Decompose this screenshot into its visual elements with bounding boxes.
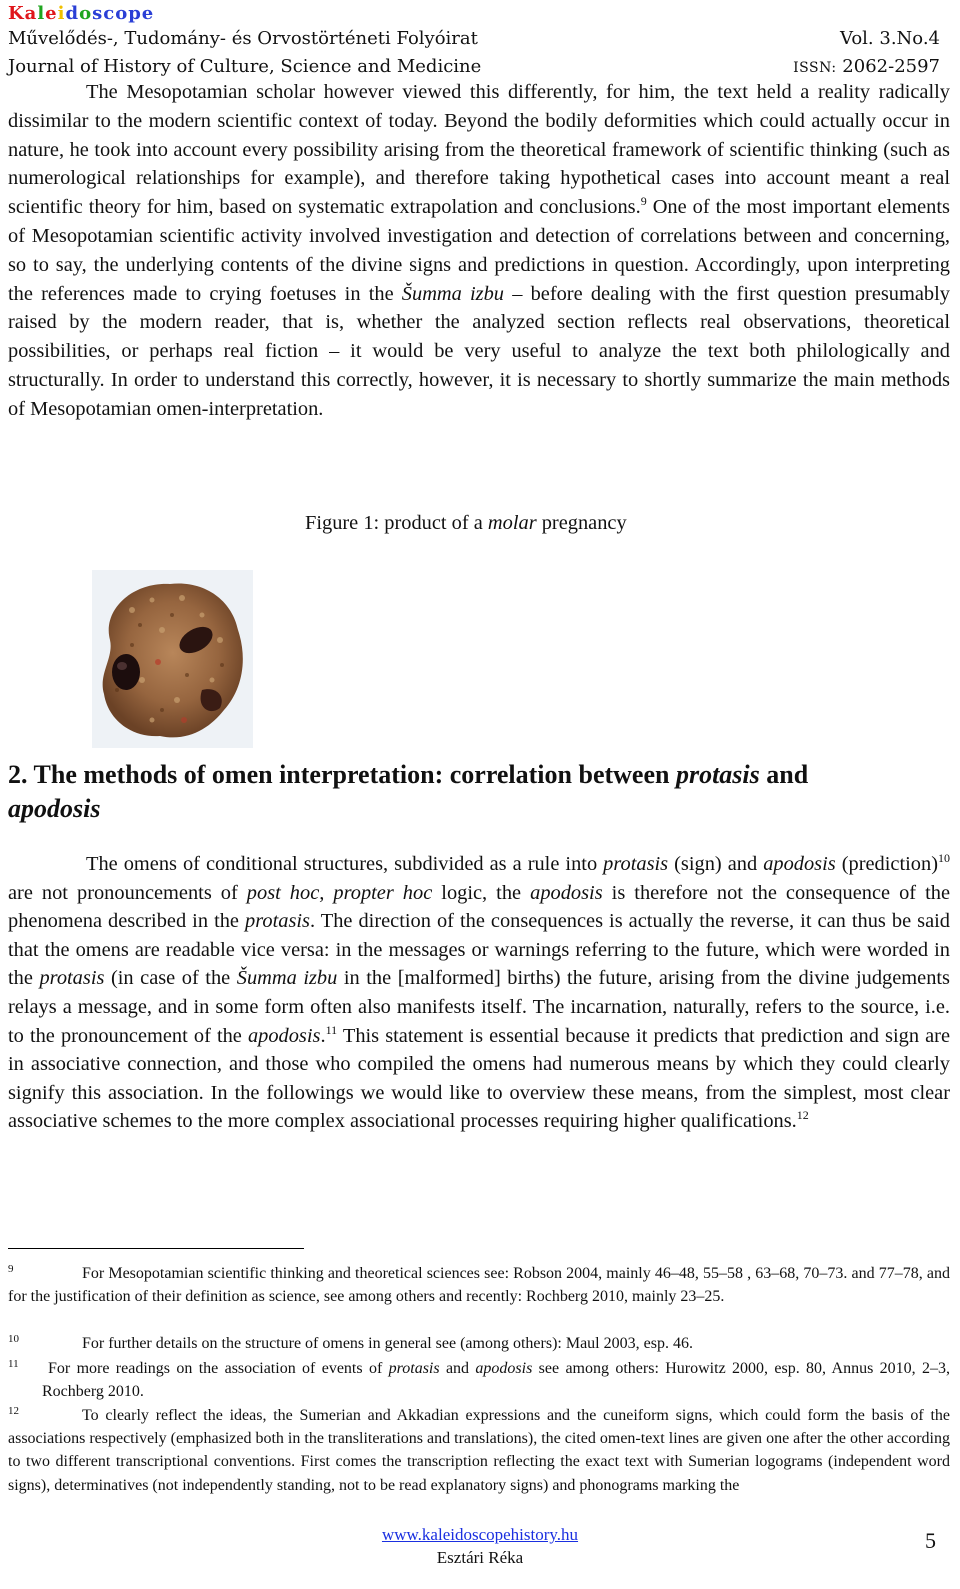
caption-text: Figure 1: product of a [305,512,488,534]
footer-author: Esztári Réka [436,1548,524,1567]
paragraph [8,78,950,424]
photo-graphic [92,570,253,748]
molar-pregnancy-photo [92,570,253,748]
text-run: This statement is essential because it predicts that prediction and sign are in associative connection, and those who compiled the omens had numerous means by which they could clearly signify this association. In the followings we would like to overview these means, from the simplest, most clear associative schemes to the more complex associational processes requiring higher qualifications. [8,1024,950,1133]
footnote-text: and [439,1360,476,1377]
footnote-9: 9 For Mesopotamian scientific thinking and theoretical sciences see: Robson 2004, mainly 46–48, 55–58 , 63–68, 70–73. and 77–78, and for the justification of their definition as science, see among others and recently: Rochberg 2010, mainly 23–25. [8,1262,950,1306]
issn-number: 2062-2597 [842,56,940,77]
footnote-text: see among others: Hurowitz 2000, esp. 80, Annus 2010, 2–3, Rochberg 2010. [42,1360,950,1401]
term-apodosis: apodosis [475,1360,533,1377]
text-run: The omens of conditional structures, subdivided as a rule into [86,853,604,875]
logo-letter: o [115,3,129,24]
term-protasis: protasis [245,910,310,933]
term-summa-izbu: Šumma izbu [236,967,338,990]
text-run: (sign) and [668,853,764,875]
text-run: The Mesopotamian scholar however viewed this differently, for him, the text held a reality radically dissimilar to the modern scientific context of today. Beyond the bodily deformities which could actually occur in nature, he took into account every possibility arising from the theoretical framework of scientific thinking (such as numerological relationships for example), and therefore taking hypothetical cases into account meant a real scientific theory for him, based on systematic extrapolation and conclusions. [8,81,950,219]
logo-letter: i [57,3,66,24]
logo-letter: o [79,3,93,24]
caption-italic: molar [487,512,537,534]
issn [793,53,948,81]
journal-logo [8,3,948,25]
text-run: . [320,1024,326,1047]
logo-letter: d [65,3,80,24]
section-heading [8,758,950,826]
term-post-hoc: post hoc, propter hoc [246,881,433,904]
caption-text: pregnancy [536,512,627,534]
footnote-10: 10 For further details on the structure of omens in general see (among others): Maul 2003, esp. 46. [8,1332,693,1352]
term-protasis: protasis [388,1360,440,1377]
footnote-12: 12 To clearly reflect the ideas, the Sumerian and Akkadian expressions and the cuneiform signs, which could form the basis of the associations respectively (emphasized both in the transliterations and translations), the cited omen-text lines are given one after the other according to two different transcriptional conventions. First comes the transcription reflecting the exact text with Sumerian logograms (independent word signs), determinatives (not independently standing, not to be read explanatory signs) and phonograms marking the [8,1404,950,1494]
figure-caption [305,509,627,537]
issn-label: ISSN: [793,60,837,76]
header-row-2 [8,53,948,81]
journal-title-hungarian: Művelődés-, Tudomány- és Orvostörténeti Folyóirat [8,28,478,49]
website-link[interactable]: www.kaleidoscopehistory.hu [381,1525,579,1544]
header-row-1 [8,25,948,53]
text-run: . The direction of the consequences is actually the reverse, it can thus be said that the omens are readable vice versa: in the messages or warnings referring to the future, which were worded in the [8,910,951,990]
logo-letter: p [128,3,142,24]
text-run: (prediction) [835,853,938,875]
journal-title-english: Journal of History of Culture, Science and Medicine [8,56,482,77]
logo-letter: K [8,3,25,24]
footnote-text: To clearly reflect the ideas, the Sumerian and Akkadian expressions and the cuneiform signs, which could form the basis of the associations respectively (emphasized both in the transliterations and translations), the cited omen-text lines are given one after the other according to two different transcriptional conventions. First comes the transcription reflecting the exact text with Sumerian logograms (independent word signs), determinatives (not independently standing, not to be read explanatory signs) and phonograms marking the [8,1407,950,1494]
footer-website [0,1524,960,1546]
running-header [8,3,948,81]
text-run: (in case of the [104,967,237,990]
text-run: – before dealing with the first question presumably raised by the modern reader, that is, whether the analyzed section reflects real observations, theoretical possibilities, or perhaps real fiction – it would be very useful to analyze the text both philologically and structurally. In order to understand this correctly, however, it is necessary to shortly summarize the main methods of Mesopotamian omen-interpretation. [8,282,950,420]
logo-letter: l [37,3,46,24]
heading-italic: protasis [675,760,760,789]
heading-text: and [759,760,809,789]
term-apodosis: apodosis [763,853,836,875]
text-run: is therefore not the consequence of the phenomena described in the [8,881,951,933]
term-protasis: protasis [603,853,669,875]
footnote-ref-10[interactable]: 10 [937,851,950,866]
footnote-ref-9[interactable]: 9 [640,194,647,209]
heading-italic: apodosis [8,794,101,823]
text-run: in the [malformed] births) the future, arising from the divine judgements relays a message, and in some form often also manifests itself. The incarnation, naturally, refers to the source, i.e. to the pronouncement of the [8,967,950,1047]
footnote-11: 11 For more readings on the association of events of protasis and apodosis see among others: Hurowitz 2000, esp. 80, Annus 2010, 2–3, Rochberg 2010. [8,1357,950,1401]
body-text-top [8,78,950,424]
footnote-text: For further details on the structure of omens in general see (among others): Maul 2003, esp. 46. [82,1335,693,1352]
logo-letter: s [92,3,104,24]
term-summa-izbu: Šumma izbu [401,282,505,305]
body-text-section-2 [8,850,950,1136]
heading-text: 2. The methods of omen interpretation: correlation between [8,760,676,789]
volume-number: Vol. 3.No.4 [839,28,940,49]
page-number: 5 [925,1528,936,1553]
footnote-separator [8,1248,304,1249]
footnote-text: For more readings on the association of events of [48,1360,389,1377]
logo-letter: c [103,3,116,24]
logo-letter: a [24,3,38,24]
logo-letter: e [141,3,155,24]
term-apodosis: apodosis [247,1024,321,1047]
term-apodosis: apodosis [530,881,603,904]
footnote-ref-12[interactable]: 12 [796,1108,809,1123]
text-run: logic, the [432,881,531,904]
paragraph [8,850,950,1136]
term-protasis: protasis [39,967,105,990]
footnote-ref-11[interactable]: 11 [325,1022,338,1037]
text-run: are not pronouncements of [8,881,247,904]
logo-letter: e [45,3,58,24]
footnote-text: For Mesopotamian scientific thinking and theoretical sciences see: Robson 2004, mainly 46–48, 55–58 , 63–68, 70–73. and 77–78, and for the justification of their definition as science, see among others and recently: Rochberg 2010, mainly 23–25. [8,1265,950,1306]
text-run: One of the most important elements of Mesopotamian scientific activity involved investigation and detection of correlations between and concerning, so to say, the underlying contents of the divine signs and predictions in question. Accordingly, upon interpreting the references made to crying foetuses in the [8,196,950,305]
